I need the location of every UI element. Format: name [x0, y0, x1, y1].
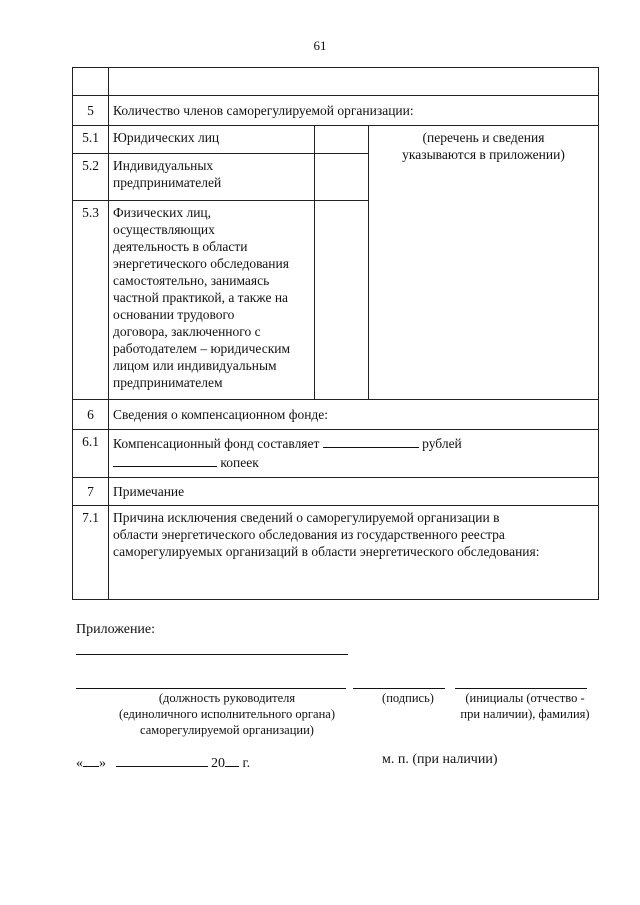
row-text	[109, 201, 315, 400]
table-row-5	[73, 96, 599, 126]
table-row-empty-header	[73, 68, 599, 96]
name-caption	[450, 690, 600, 722]
text-line: предпринимателем	[113, 375, 223, 390]
text-line: частной практикой, а также на	[113, 290, 289, 305]
caption-line: саморегулируемой организации)	[140, 723, 314, 737]
text-line: лицом или индивидуальным	[113, 358, 277, 373]
text-line: Причина исключения сведений о саморегулируемой организации в	[113, 510, 500, 525]
empty-num-cell	[73, 68, 109, 96]
row-text: Юридических лиц	[109, 126, 315, 154]
table-row-7	[73, 478, 599, 506]
text-line: области энергетического обследования из государственного реестра	[113, 527, 505, 542]
fund-label: Компенсационный фонд составляет	[113, 436, 320, 451]
caption-line: (инициалы (отчество -	[465, 691, 585, 705]
name-signature-line	[455, 688, 587, 689]
text-line: Индивидуальных	[113, 158, 214, 173]
attachment-line	[76, 654, 348, 655]
date-field	[76, 752, 250, 772]
text-line: договора, заключенного с	[113, 324, 261, 339]
note-line: (перечень и сведения	[422, 130, 545, 145]
text-line: деятельность в области	[113, 239, 248, 254]
day-blank	[83, 752, 99, 767]
caption-line: (единоличного исполнительного органа)	[119, 707, 335, 721]
value-cell-legal-entities	[315, 126, 369, 154]
signature-caption: (подпись)	[382, 691, 434, 705]
page-number: 61	[313, 38, 327, 53]
open-quote: «	[76, 756, 83, 771]
close-quote: »	[99, 756, 106, 771]
position-caption	[92, 690, 362, 738]
row-text	[109, 506, 599, 600]
value-cell-entrepreneurs	[315, 154, 369, 201]
row-text	[109, 430, 599, 478]
text-line: энергетического обследования	[113, 256, 289, 271]
row-number: 7.1	[73, 506, 109, 600]
rubles-blank	[323, 433, 419, 448]
text-line: предпринимателей	[113, 175, 222, 190]
table-row-6	[73, 400, 599, 430]
row-text: Сведения о компенсационном фонде:	[109, 400, 599, 430]
text-line: самостоятельно, занимаясь	[113, 273, 270, 288]
row-number: 7	[73, 478, 109, 506]
row-text	[109, 154, 315, 201]
attachment-label: Приложение:	[76, 622, 156, 637]
signature-line	[353, 688, 445, 689]
table-row-5-1	[73, 126, 599, 154]
row-number: 5.1	[73, 126, 109, 154]
text-line: работодателем – юридическим	[113, 341, 291, 356]
attachment-note-cell	[369, 126, 599, 400]
caption-line: при наличии), фамилия)	[460, 707, 590, 721]
text-line: осуществляющих	[113, 222, 215, 237]
row-text: Количество членов саморегулируемой организации:	[109, 96, 599, 126]
text-line: саморегулируемых организаций в области энергетического обследования:	[113, 544, 540, 559]
note-line: указываются в приложении)	[402, 147, 565, 162]
year-blank	[225, 752, 239, 767]
kopecks-label: копеек	[220, 455, 259, 470]
row-text: Примечание	[109, 478, 599, 506]
year-prefix: 20	[211, 756, 225, 771]
registry-form-table	[72, 67, 599, 600]
value-cell-individuals	[315, 201, 369, 400]
position-signature-line	[76, 688, 346, 689]
row-number: 5	[73, 96, 109, 126]
caption-line: (должность руководителя	[158, 691, 296, 705]
text-line: Физических лиц,	[113, 205, 212, 220]
year-suffix: г.	[242, 756, 251, 771]
row-number: 5.2	[73, 154, 109, 201]
table-row-7-1	[73, 506, 599, 600]
row-number: 6.1	[73, 430, 109, 478]
month-blank	[116, 752, 208, 767]
table-row-6-1	[73, 430, 599, 478]
row-number: 6	[73, 400, 109, 430]
empty-text-cell	[109, 68, 599, 96]
rubles-label: рублей	[422, 436, 462, 451]
stamp-note: м. п. (при наличии)	[382, 752, 498, 767]
row-number: 5.3	[73, 201, 109, 400]
kopecks-blank	[113, 452, 217, 467]
text-line: основании трудового	[113, 307, 235, 322]
